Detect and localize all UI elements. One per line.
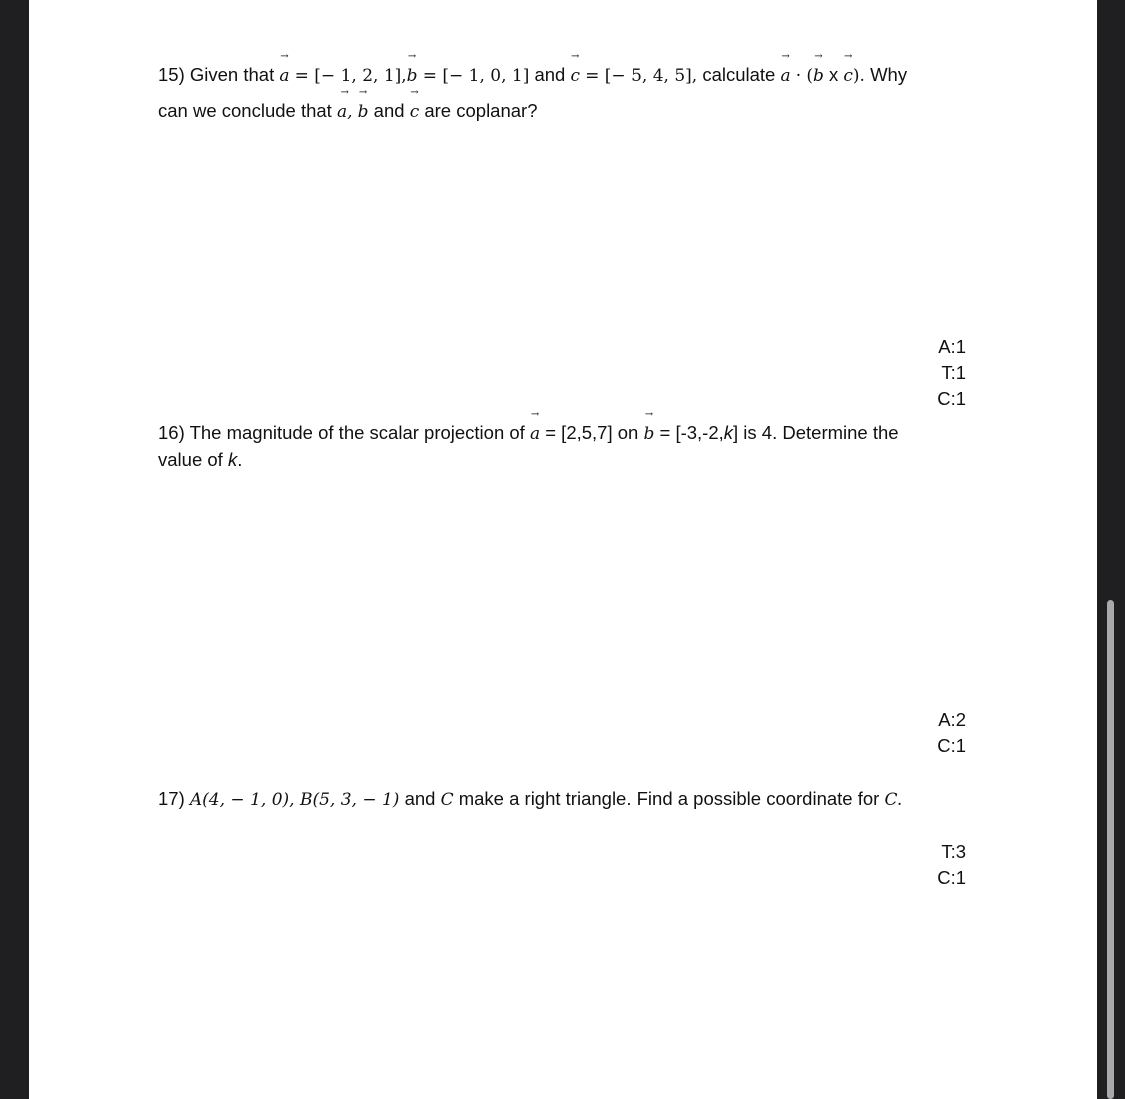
q15-paren-close: ).	[852, 66, 865, 86]
q15-and: and	[534, 64, 566, 85]
q15-mark-c: C:1	[937, 388, 966, 409]
q15-calculate: calculate	[702, 64, 776, 85]
q15-vector-c: → c	[570, 64, 580, 88]
q15-a-value: = [− 1, 2, 1],	[294, 66, 407, 86]
q15-vector-a: → a	[279, 64, 289, 88]
document-page	[29, 0, 1097, 1099]
q16-line2-k: k	[227, 449, 238, 470]
q16-number: 16)	[158, 422, 185, 443]
q15-expr-c: → c	[843, 64, 853, 88]
q16-b-value-post: ] is 4. Determine the	[733, 422, 899, 443]
q17-c-end: C.	[884, 790, 903, 810]
q15-cross: x	[828, 64, 839, 85]
q16-vector-b: → b	[643, 422, 654, 446]
q16-line-1	[158, 421, 899, 446]
q17-text: make a right triangle. Find a possible coordinate for	[458, 788, 880, 809]
q17-points: A(4, − 1, 0), B(5, 3, − 1)	[189, 790, 400, 810]
q15-number: 15)	[158, 64, 185, 85]
q15-line2-end: are coplanar?	[424, 100, 538, 121]
q16-line2-pre: value of	[158, 449, 223, 470]
q16-a-value: = [2,5,7] on	[545, 422, 639, 443]
q16-line-2	[158, 448, 242, 472]
q16-mark-c: C:1	[937, 735, 966, 756]
q15-c-value: = [− 5, 4, 5],	[585, 66, 698, 86]
q15-expr-b: → b	[813, 64, 824, 88]
q17-mark-c: C:1	[937, 867, 966, 888]
q15-mark-t: T:1	[941, 362, 966, 383]
q15-line-2	[158, 99, 538, 124]
q15-b-value: = [− 1, 0, 1]	[422, 66, 530, 86]
scrollbar-thumb[interactable]	[1107, 600, 1114, 1099]
q15-given-that: Given that	[189, 64, 275, 85]
q16-text: The magnitude of the scalar projection of	[189, 422, 525, 443]
q16-k: k	[723, 422, 734, 443]
q15-why: Why	[870, 64, 908, 85]
q17-and: and	[404, 788, 436, 809]
q17-c: C	[440, 790, 454, 810]
q15-line2-text: can we conclude that	[158, 100, 332, 121]
q15-line2-a: → a,	[337, 100, 353, 124]
q16-mark-a: A:2	[938, 709, 966, 730]
q15-paren-open: (	[806, 66, 813, 86]
q15-expr-a: → a	[780, 64, 790, 88]
q15-line2-b: → b	[358, 100, 369, 124]
q15-line2-and: and	[373, 100, 405, 121]
q16-line2-post: .	[237, 449, 243, 470]
q16-vector-a: → a	[530, 422, 540, 446]
q15-marks	[937, 334, 966, 412]
q17-mark-t: T:3	[941, 841, 966, 862]
q16-marks	[937, 707, 966, 759]
q17-number: 17)	[158, 788, 185, 809]
q17-marks	[937, 839, 966, 891]
q15-line-1	[158, 63, 907, 88]
q17-line-1	[158, 787, 902, 812]
scrollbar-track[interactable]	[1097, 0, 1125, 1099]
q15-vector-b: → b	[407, 64, 418, 88]
q15-line2-c: → c	[410, 100, 420, 124]
q16-b-value-pre: = [-3,-2,	[659, 422, 724, 443]
q15-mark-a: A:1	[938, 336, 966, 357]
q15-dot: ·	[795, 66, 802, 86]
